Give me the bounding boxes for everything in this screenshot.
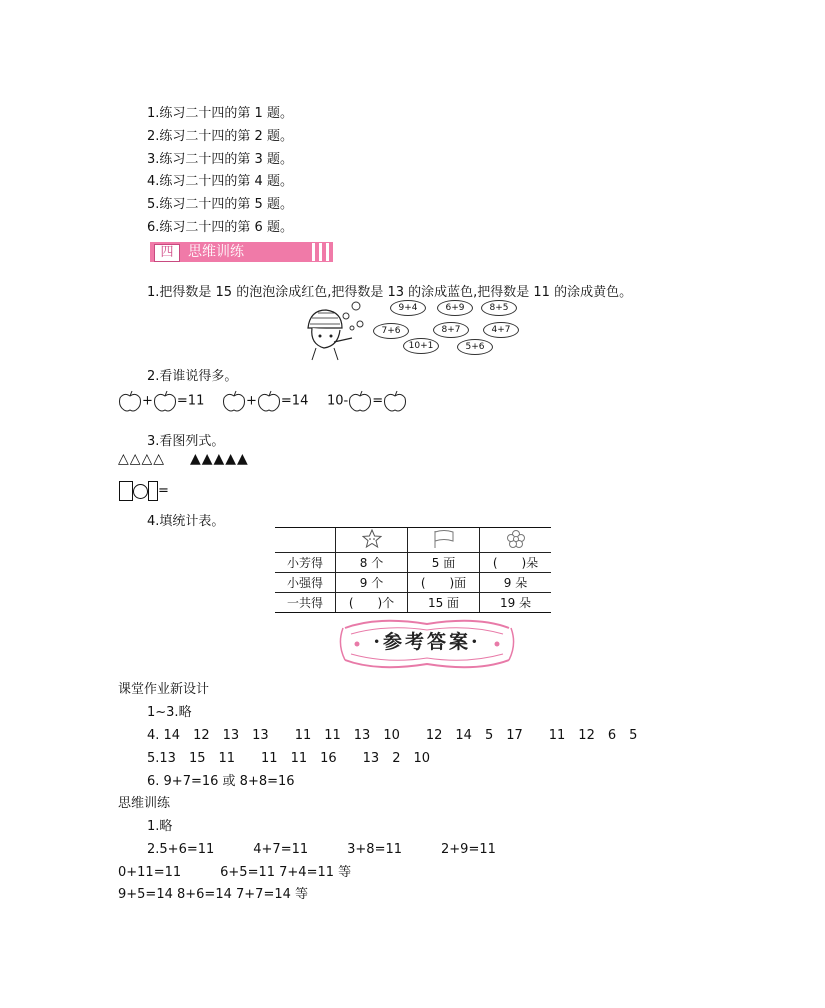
answer-box[interactable] <box>148 481 158 501</box>
exercise-2: 2.练习二十四的第 2 题。 <box>147 129 293 144</box>
row-label: 一共得 <box>275 593 336 613</box>
question-1: 1.把得数是 15 的泡泡涂成红色,把得数是 13 的涂成蓝色,把得数是 11 的涂成黄色。 <box>147 285 633 300</box>
open-triangles: △△△△ <box>118 451 166 467</box>
exercise-5: 5.练习二十四的第 5 题。 <box>147 197 293 212</box>
table-cell: 15 面 <box>408 593 480 613</box>
question-4: 4.填统计表。 <box>147 514 225 529</box>
q2-prefix-c: 10- <box>327 393 349 409</box>
question-3: 3.看图列式。 <box>147 434 225 449</box>
table-cell: 19 朵 <box>480 593 552 613</box>
q2-row: + =11 <box>118 390 204 414</box>
answer-box[interactable] <box>119 481 133 501</box>
apple-icon <box>153 390 177 412</box>
exercise-1: 1.练习二十四的第 1 题。 <box>147 106 293 121</box>
bubble-6[interactable]: 4+7 <box>483 322 519 338</box>
bubble-5[interactable]: 8+7 <box>433 322 469 338</box>
table-cell: 8 个 <box>336 553 408 573</box>
question-2: 2.看谁说得多。 <box>147 369 238 384</box>
q2-suffix-c: = <box>372 393 384 409</box>
bubble-2[interactable]: 6+9 <box>437 300 473 316</box>
answer-line: 2.5+6=11 4+7=11 3+8=11 2+9=11 <box>147 842 496 857</box>
row-label: 小强得 <box>275 573 336 593</box>
apple-icon <box>222 390 246 412</box>
table-cell: 9 个 <box>336 573 408 593</box>
answer-line: 6. 9+7=16 或 8+8=16 <box>147 774 295 789</box>
answer-line: 9+5=14 8+6=14 7+7=14 等 <box>118 887 309 902</box>
q2-answer-b: =14 <box>280 393 309 409</box>
bubble-3[interactable]: 8+5 <box>481 300 517 316</box>
table-row <box>275 553 551 573</box>
table-cell[interactable]: ( )面 <box>408 573 480 593</box>
table-row <box>275 593 551 613</box>
header-blank <box>275 528 336 553</box>
exercise-6: 6.练习二十四的第 6 题。 <box>147 220 293 235</box>
section-number: 四 <box>154 244 180 262</box>
row-label: 小芳得 <box>275 553 336 573</box>
table-cell[interactable]: ( )朵 <box>480 553 552 573</box>
apple-icon <box>348 390 372 412</box>
table-cell: 5 面 <box>408 553 480 573</box>
equation-boxes <box>119 481 169 501</box>
q2-row-b: + =14 <box>222 390 308 414</box>
table-row <box>275 573 551 593</box>
answer-title: ·参考答案· <box>373 631 481 653</box>
apple-icon <box>383 390 407 412</box>
exercise-3: 3.练习二十四的第 3 题。 <box>147 152 293 167</box>
bubble-7[interactable]: 10+1 <box>403 338 439 354</box>
answer-line: 0+11=11 6+5=11 7+4=11 等 <box>118 865 352 880</box>
operator-circle[interactable] <box>133 484 148 499</box>
statistics-table <box>275 527 551 613</box>
q2-answer-a: =11 <box>176 393 205 409</box>
exercise-4: 4.练习二十四的第 4 题。 <box>147 174 293 189</box>
answer-heading-1: 课堂作业新设计 <box>118 682 210 697</box>
table-cell: 9 朵 <box>480 573 552 593</box>
bubble-4[interactable]: 7+6 <box>373 323 409 339</box>
equals-sign: = <box>158 483 169 499</box>
flower-icon <box>480 528 552 553</box>
bubble-8[interactable]: 5+6 <box>457 339 493 355</box>
filled-triangles: ▲▲▲▲▲ <box>189 451 249 467</box>
star-icon <box>336 528 408 553</box>
bubble-1[interactable]: 9+4 <box>390 300 426 316</box>
answer-line: 1~3.略 <box>147 705 192 720</box>
section-title: 思维训练 <box>188 244 244 260</box>
flag-icon <box>408 528 480 553</box>
apple-icon <box>257 390 281 412</box>
table-cell[interactable]: ( )个 <box>336 593 408 613</box>
answer-line: 1.略 <box>147 819 173 834</box>
answer-heading-2: 思维训练 <box>118 796 171 811</box>
section-banner <box>150 242 333 262</box>
triangles-row <box>118 451 249 467</box>
child-blowing-bubbles-illustration <box>300 298 372 362</box>
answer-line: 5.13 15 11 11 11 16 13 2 10 <box>147 751 431 766</box>
apple-icon <box>118 390 142 412</box>
banner-bars <box>308 243 329 261</box>
answer-line: 4. 14 12 13 13 11 11 13 10 12 14 5 17 11 12 6 5 <box>147 728 638 743</box>
q2-row-c <box>327 390 407 414</box>
